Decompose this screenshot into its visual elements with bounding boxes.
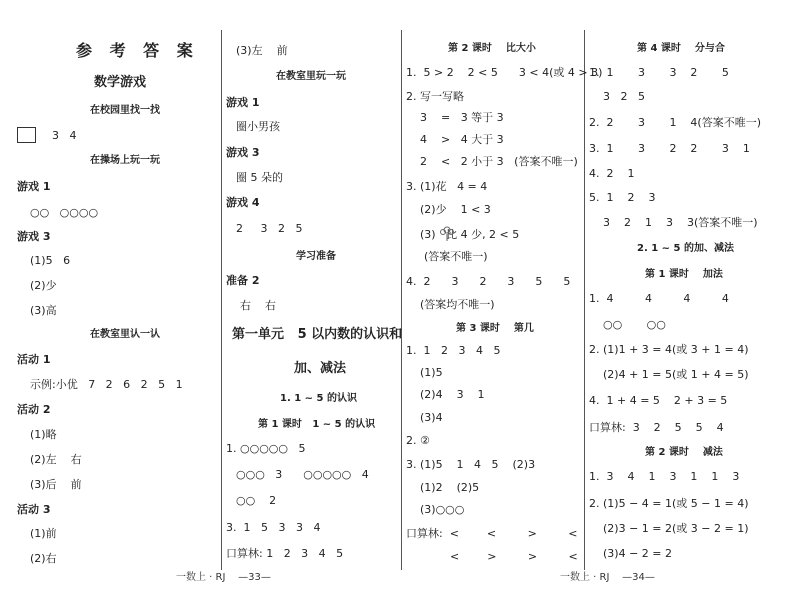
lesson-heading: 第 3 课时 第几 xyxy=(456,323,534,334)
item-label: 游戏 1 xyxy=(17,180,51,193)
answer-text: 2. (1)5 − 4 = 1(或 5 − 1 = 4) xyxy=(589,497,749,510)
item-label: 活动 1 xyxy=(17,353,51,366)
section-heading: 在操场上玩一玩 xyxy=(90,155,160,166)
unit-title: 加、减法 xyxy=(294,361,347,376)
answer-text: ○○ ○○○○ xyxy=(30,206,99,219)
answer-text: (2)右 xyxy=(30,552,57,565)
answer-text: (3)○○○ xyxy=(420,503,465,516)
answer-text: 圈 5 朵的 xyxy=(236,171,283,184)
answer-text: 示例:小优 7 2 6 2 5 1 xyxy=(30,378,183,391)
answer-text: 1. 3 4 1 3 1 1 3 xyxy=(589,470,740,483)
column-4 xyxy=(585,0,800,594)
answer-text: 右 右 xyxy=(240,299,276,312)
page-footer-left: 一数上 · RJ —33— xyxy=(176,572,271,583)
answer-text: 1. 1 3 3 2 5 xyxy=(589,66,729,79)
answer-text: 3. (1)花 4 = 4 xyxy=(406,180,488,193)
answer-text: 3 2 5 xyxy=(603,90,645,103)
answer-text: 口算林: < < > < xyxy=(406,527,578,540)
answer-text: (3)后 前 xyxy=(30,478,82,491)
answer-text: 4. 2 1 xyxy=(589,167,635,180)
answer-text: 1. ○○○○○ 5 xyxy=(226,442,306,455)
answer-text: (1)5 xyxy=(420,366,443,379)
answer-text: (2)左 右 xyxy=(30,453,82,466)
answer-text: ○○○ 3 ○○○○○ 4 xyxy=(236,468,369,481)
section-heading: 2. 1 ~ 5 的加、减法 xyxy=(637,243,734,254)
answer-text: 3 2 1 3 3(答案不唯一) xyxy=(603,216,758,229)
answer-text: 2. (1)1 + 3 = 4(或 3 + 1 = 4) xyxy=(589,343,749,356)
column-1 xyxy=(0,0,220,594)
answer-text: 1. 5 > 2 2 < 5 3 < 4(或 4 > 3) xyxy=(406,66,603,79)
flower-icon xyxy=(439,224,455,242)
section-heading: 在教室里认一认 xyxy=(90,329,160,340)
answer-text: 3 = 3 等于 3 xyxy=(420,111,504,124)
answer-text: 5. 1 2 3 xyxy=(589,191,656,204)
section-heading: 1. 1 ~ 5 的认识 xyxy=(280,393,357,404)
lesson-heading: 第 1 课时 加法 xyxy=(645,269,723,280)
item-label: 活动 2 xyxy=(17,403,51,416)
answer-text: 2. ② xyxy=(406,434,430,447)
page-title: 参 考 答 案 xyxy=(76,41,199,60)
answer-text: 4 > 4 大于 3 xyxy=(420,133,504,146)
answer-text: (3)高 xyxy=(30,304,57,317)
answer-text: (1)2 (2)5 xyxy=(420,481,480,494)
section-heading: 在教室里玩一玩 xyxy=(276,71,346,82)
answer-text: (2)4 3 1 xyxy=(420,388,485,401)
page-footer-right: 一数上 · RJ —34— xyxy=(560,572,655,583)
answer-text: 3. (1)5 1 4 5 (2)3 xyxy=(406,458,536,471)
item-label: 游戏 4 xyxy=(226,196,260,209)
lesson-heading: 第 1 课时 1 ~ 5 的认识 xyxy=(258,419,376,430)
answer-text: (1)前 xyxy=(30,527,57,540)
unit-title: 第一单元 5 以内数的认识和 xyxy=(232,327,403,342)
column-3 xyxy=(402,0,603,594)
answer-text: 2 < 2 小于 3 (答案不唯一) xyxy=(420,155,578,168)
answer-text: 2. 写一写略 xyxy=(406,90,464,103)
lesson-heading: 第 4 课时 分与合 xyxy=(637,43,725,54)
answer-text: 2 3 2 5 xyxy=(236,222,303,235)
item-label: 游戏 1 xyxy=(226,96,260,109)
answer-text: 3. 1 5 3 3 4 xyxy=(226,521,321,534)
answer-box xyxy=(17,127,36,143)
answer-text: (2)少 1 < 3 xyxy=(420,203,491,216)
answer-text: 3 4 xyxy=(52,129,77,142)
answer-text: < > > < xyxy=(450,550,578,563)
answer-text: 口算林: 3 2 5 5 4 xyxy=(589,421,724,434)
answer-text: 1. 4 4 4 4 xyxy=(589,292,729,305)
lesson-heading: 第 2 课时 减法 xyxy=(645,447,723,458)
item-label: 准备 2 xyxy=(226,274,260,287)
answer-text: 3. 1 3 2 2 3 1 xyxy=(589,142,750,155)
lesson-heading: 第 2 课时 比大小 xyxy=(448,43,536,54)
answer-text: ○○ 2 xyxy=(236,494,277,507)
section-title: 数学游戏 xyxy=(94,75,147,90)
answer-text: (3)左 前 xyxy=(236,44,288,57)
answer-text: 口算林: 1 2 3 4 5 xyxy=(226,547,344,560)
answer-text: (3)4 xyxy=(420,411,443,424)
answer-text: 4. 1 + 4 = 5 2 + 3 = 5 xyxy=(589,394,728,407)
answer-text: (2)少 xyxy=(30,279,57,292)
answer-text: (答案均不唯一) xyxy=(420,298,495,311)
answer-text: ○○ ○○ xyxy=(603,318,666,331)
answer-text: (答案不唯一) xyxy=(424,250,488,263)
answer-text: (3)4 − 2 = 2 xyxy=(603,547,672,560)
answer-text: (1)略 xyxy=(30,428,57,441)
section-heading: 学习准备 xyxy=(296,251,336,262)
answer-text: (3) 比 4 少, 2 < 5 xyxy=(420,228,520,241)
item-label: 游戏 3 xyxy=(226,146,260,159)
column-2 xyxy=(222,0,403,594)
answer-text: 2. 2 3 1 4(答案不唯一) xyxy=(589,116,762,129)
answer-text: (1)5 6 xyxy=(30,254,71,267)
answer-text: (2)4 + 1 = 5(或 1 + 4 = 5) xyxy=(603,368,749,381)
answer-text: 4. 2 3 2 3 5 5 xyxy=(406,275,571,288)
item-label: 活动 3 xyxy=(17,503,51,516)
item-label: 游戏 3 xyxy=(17,230,51,243)
section-heading: 在校园里找一找 xyxy=(90,105,160,116)
answer-text: 1. 1 2 3 4 5 xyxy=(406,344,501,357)
answer-text: (2)3 − 1 = 2(或 3 − 2 = 1) xyxy=(603,522,749,535)
answer-text: 圈小男孩 xyxy=(236,120,280,133)
